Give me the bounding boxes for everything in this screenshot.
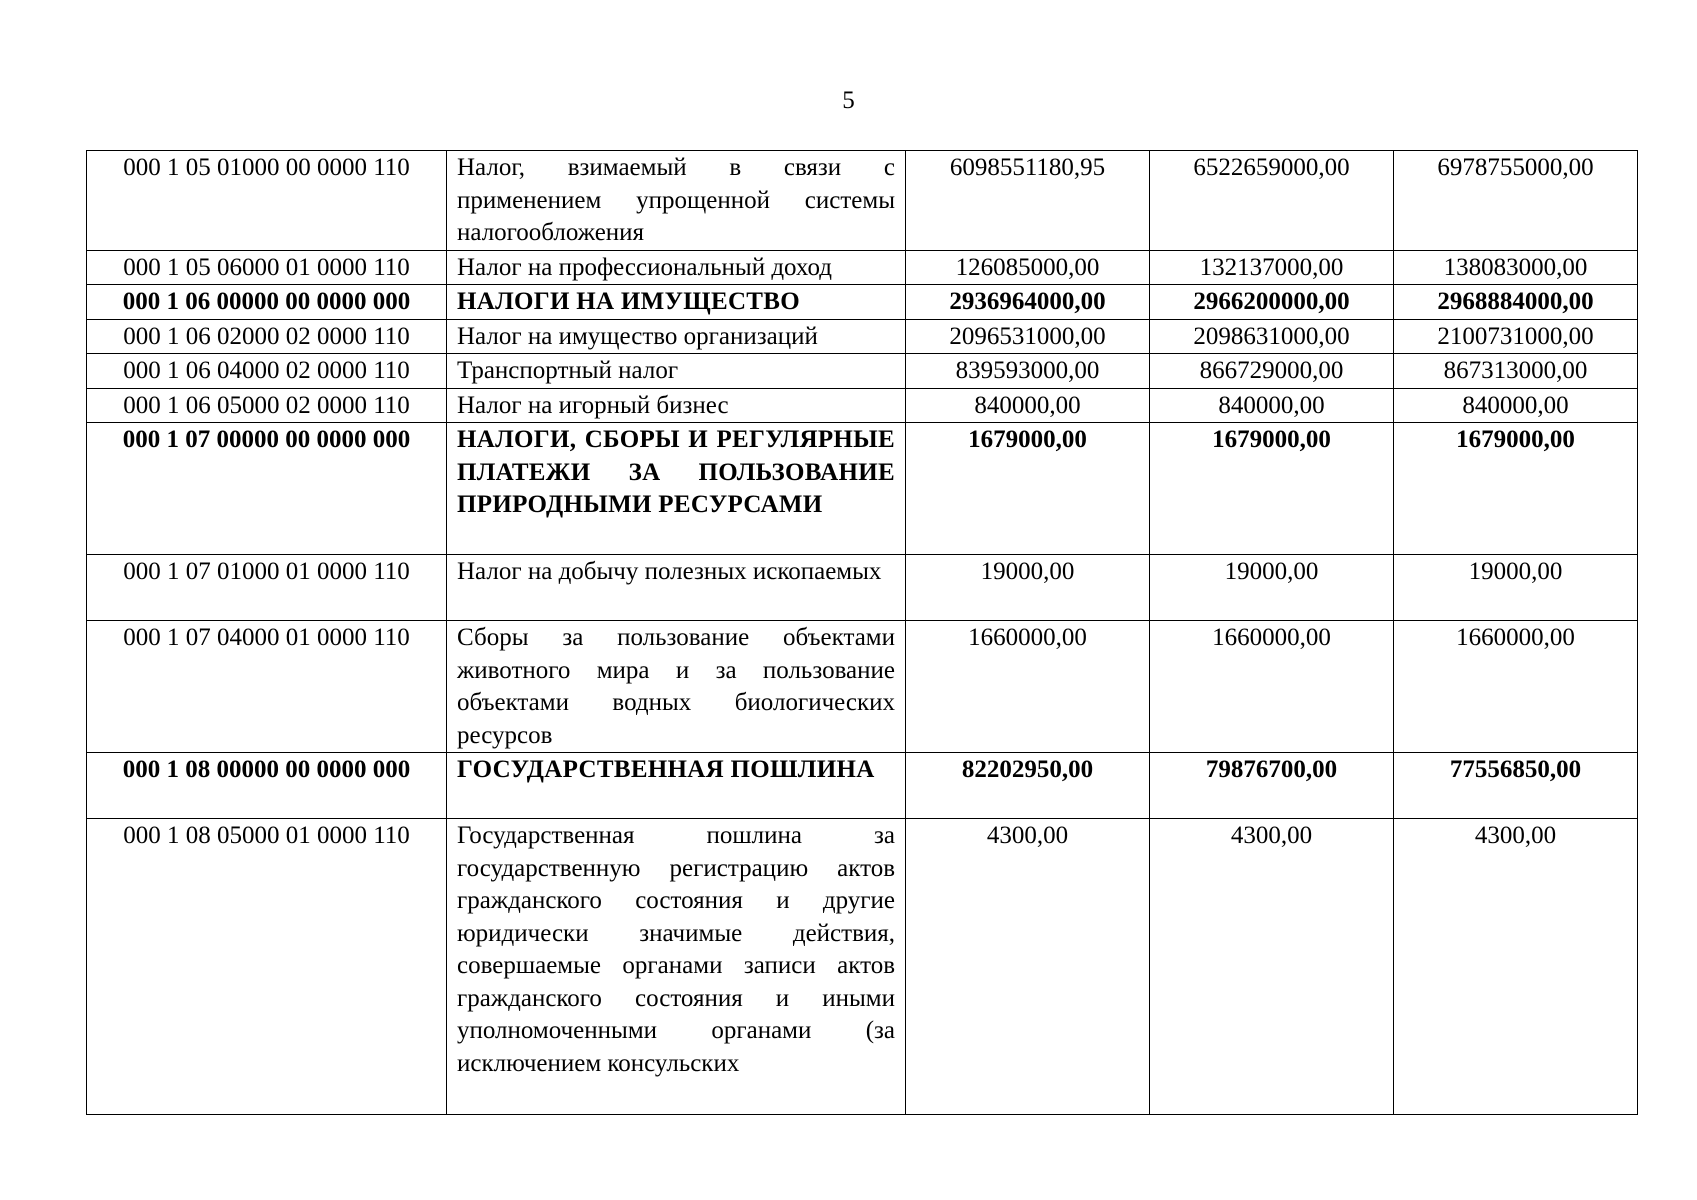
revenue-name-cell: Государственная пошлина за государственную регистрацию актов гражданского состояния и другие юридически значимые действия, совершаемые органами записи актов гражданского состояния и иными уполномоченными органами (за исключением консульских [447, 819, 906, 1115]
budget-code-cell: 000 1 08 00000 00 0000 000 [87, 753, 447, 819]
amount-year-1-cell: 126085000,00 [906, 250, 1150, 285]
amount-year-2-cell: 19000,00 [1150, 555, 1394, 621]
revenue-name-cell: Налог на профессиональный доход [447, 250, 906, 285]
budget-code-cell: 000 1 05 06000 01 0000 110 [87, 250, 447, 285]
revenue-name-cell: Налог на игорный бизнес [447, 388, 906, 423]
amount-year-2-cell: 1660000,00 [1150, 621, 1394, 753]
amount-year-1-cell: 4300,00 [906, 819, 1150, 1115]
amount-year-3-cell: 1679000,00 [1394, 423, 1638, 555]
amount-year-1-cell: 82202950,00 [906, 753, 1150, 819]
amount-year-3-cell: 867313000,00 [1394, 354, 1638, 389]
table-row [87, 753, 1638, 819]
amount-year-1-cell: 1679000,00 [906, 423, 1150, 555]
budget-code-cell: 000 1 06 04000 02 0000 110 [87, 354, 447, 389]
revenue-name-cell: Сборы за пользование объектами животного мира и за пользование объектами водных биологических ресурсов [447, 621, 906, 753]
budget-code-cell: 000 1 07 04000 01 0000 110 [87, 621, 447, 753]
amount-year-1-cell: 2936964000,00 [906, 285, 1150, 320]
amount-year-3-cell: 2968884000,00 [1394, 285, 1638, 320]
page-number: 5 [842, 87, 855, 114]
budget-code-cell: 000 1 06 00000 00 0000 000 [87, 285, 447, 320]
amount-year-1-cell: 840000,00 [906, 388, 1150, 423]
amount-year-2-cell: 2098631000,00 [1150, 319, 1394, 354]
table-row [87, 285, 1638, 320]
amount-year-3-cell: 77556850,00 [1394, 753, 1638, 819]
budget-code-cell: 000 1 08 05000 01 0000 110 [87, 819, 447, 1115]
budget-code-cell: 000 1 06 02000 02 0000 110 [87, 319, 447, 354]
amount-year-3-cell: 1660000,00 [1394, 621, 1638, 753]
table-row [87, 250, 1638, 285]
revenue-name-cell: Транспортный налог [447, 354, 906, 389]
amount-year-2-cell: 6522659000,00 [1150, 151, 1394, 251]
amount-year-3-cell: 840000,00 [1394, 388, 1638, 423]
revenue-name-cell: Налог, взимаемый в связи с применением упрощенной системы налогообложения [447, 151, 906, 251]
amount-year-3-cell: 6978755000,00 [1394, 151, 1638, 251]
amount-year-1-cell: 2096531000,00 [906, 319, 1150, 354]
table-row [87, 555, 1638, 621]
budget-code-cell: 000 1 07 00000 00 0000 000 [87, 423, 447, 555]
budget-revenue-table [86, 150, 1638, 1115]
amount-year-2-cell: 132137000,00 [1150, 250, 1394, 285]
table-row [87, 319, 1638, 354]
amount-year-1-cell: 839593000,00 [906, 354, 1150, 389]
amount-year-3-cell: 4300,00 [1394, 819, 1638, 1115]
revenue-name-cell: ГОСУДАРСТВЕННАЯ ПОШЛИНА [447, 753, 906, 819]
table-row [87, 151, 1638, 251]
amount-year-1-cell: 6098551180,95 [906, 151, 1150, 251]
amount-year-3-cell: 138083000,00 [1394, 250, 1638, 285]
budget-code-cell: 000 1 06 05000 02 0000 110 [87, 388, 447, 423]
amount-year-2-cell: 2966200000,00 [1150, 285, 1394, 320]
revenue-name-cell: Налог на добычу полезных ископаемых [447, 555, 906, 621]
revenue-name-cell: НАЛОГИ НА ИМУЩЕСТВО [447, 285, 906, 320]
revenue-name-cell: НАЛОГИ, СБОРЫ И РЕГУЛЯРНЫЕ ПЛАТЕЖИ ЗА ПОЛЬЗОВАНИЕ ПРИРОДНЫМИ РЕСУРСАМИ [447, 423, 906, 555]
budget-code-cell: 000 1 07 01000 01 0000 110 [87, 555, 447, 621]
table-row [87, 819, 1638, 1115]
amount-year-3-cell: 19000,00 [1394, 555, 1638, 621]
revenue-name-cell: Налог на имущество организаций [447, 319, 906, 354]
amount-year-2-cell: 1679000,00 [1150, 423, 1394, 555]
amount-year-2-cell: 79876700,00 [1150, 753, 1394, 819]
amount-year-2-cell: 840000,00 [1150, 388, 1394, 423]
table-row [87, 354, 1638, 389]
table-row [87, 423, 1638, 555]
budget-code-cell: 000 1 05 01000 00 0000 110 [87, 151, 447, 251]
table-row [87, 388, 1638, 423]
amount-year-2-cell: 4300,00 [1150, 819, 1394, 1115]
amount-year-2-cell: 866729000,00 [1150, 354, 1394, 389]
amount-year-1-cell: 19000,00 [906, 555, 1150, 621]
amount-year-1-cell: 1660000,00 [906, 621, 1150, 753]
table-row [87, 621, 1638, 753]
amount-year-3-cell: 2100731000,00 [1394, 319, 1638, 354]
